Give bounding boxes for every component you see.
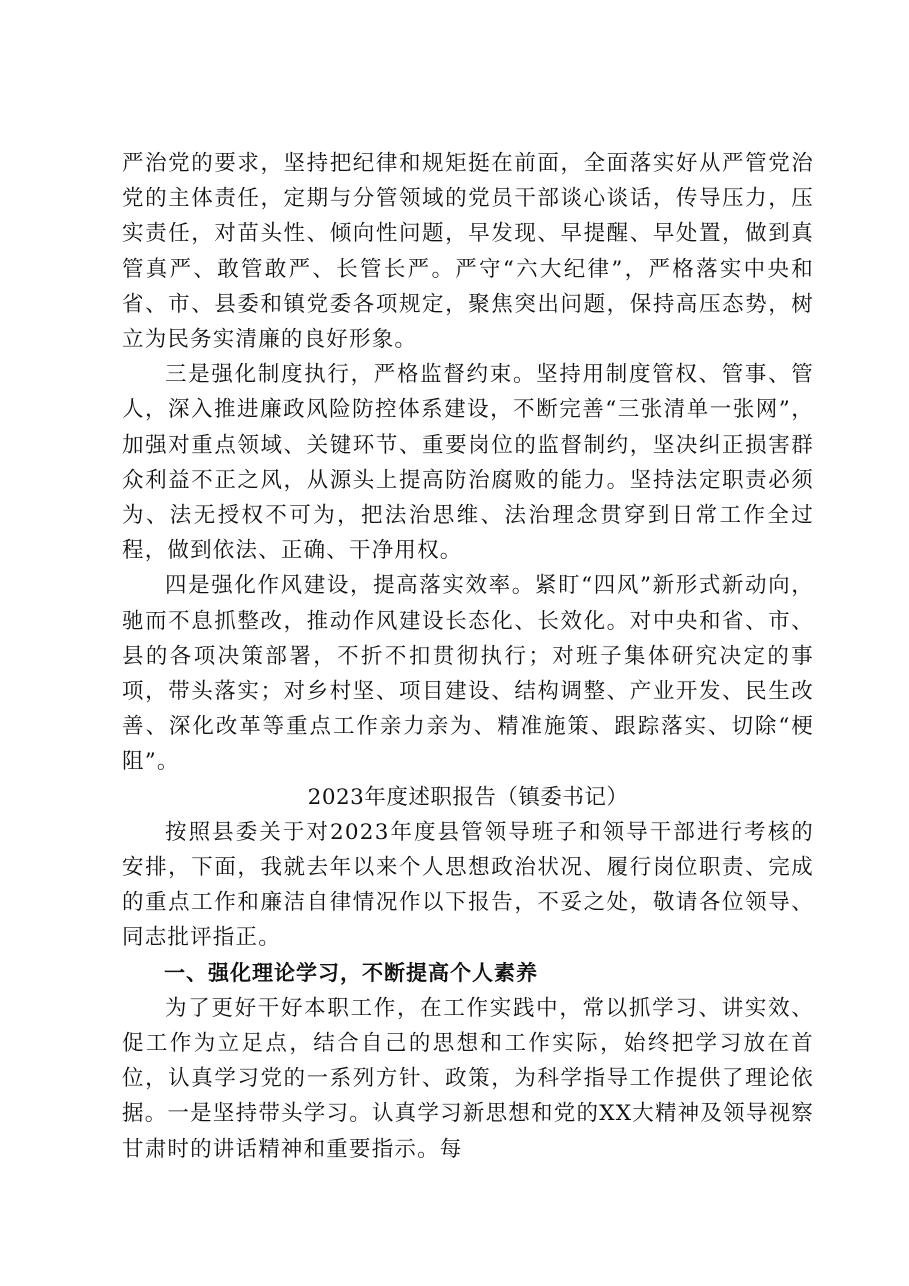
body-paragraph-1: 严治党的要求，坚持把纪律和规矩挺在前面，全面落实好从严管党治党的主体责任，定期与分管领域的党员干部谈心谈话，传导压力，压实责任，对苗头性、倾向性问题，早发现、早提醒、早处置，做到真管真严、敢管敢严、长管长严。严守“六大纪律”，严格落实中央和省、市、县委和镇党委各项规定，聚焦突出问题，保持高压态势，树立为民务实清廉的良好形象。 bbox=[122, 151, 814, 353]
section-heading: 一、强化理论学习，不断提高个人素养 bbox=[164, 960, 538, 985]
body-paragraph-2: 三是强化制度执行，严格监督约束。坚持用制度管权、管事、管人，深入推进廉政风险防控体系建设，不断完善“三张清单一张网”，加强对重点领域、关键环节、重要岗位的监督制约，坚决纠正损害群众利益不正之风，从源头上提高防治腐败的能力。坚持法定职责必须为、法无授权不可为，把法治思维、法治理念贯穿到日常工作全过程，做到依法、正确、干净用权。 bbox=[122, 362, 814, 564]
body-paragraph-3: 四是强化作风建设，提高落实效率。紧盯“四风”新形式新动向，驰而不息抓整改，推动作风建设长态化、长效化。对中央和省、市、县的各项决策部署，不折不扣贯彻执行；对班子集体研究决定的事项，带头落实；对乡村坚、项目建设、结构调整、产业开发、民生改善、深化改革等重点工作亲力亲为、精准施策、跟踪落实、切除“梗阻”。 bbox=[122, 573, 814, 775]
section-paragraph: 为了更好干好本职工作，在工作实践中，常以抓学习、讲实效、促工作为立足点，结合自己的思想和工作实际，始终把学习放在首位，认真学习党的一系列方针、政策，为科学指导工作提供了理论依据。一是坚持带头学习。认真学习新思想和党的XX大精神及领导视察甘肃时的讲话精神和重要指示。每 bbox=[122, 995, 814, 1162]
document-page bbox=[122, 146, 814, 1167]
intro-paragraph: 按照县委关于对2023年度县管领导班子和领导干部进行考核的安排，下面，我就去年以来个人思想政治状况、履行岗位职责、完成的重点工作和廉洁自律情况作以下报告，不妥之处，敬请各位领导、同志批评指正。 bbox=[122, 819, 814, 951]
report-title: 2023年度述职报告（镇委书记） bbox=[307, 784, 629, 810]
